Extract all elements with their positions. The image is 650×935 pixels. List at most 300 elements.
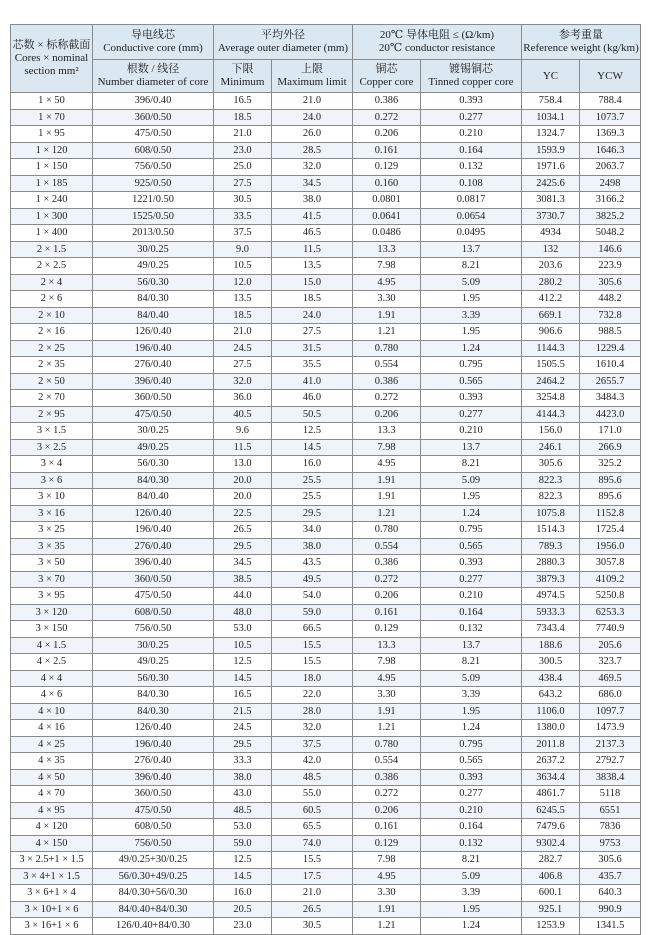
cell-weight-yc: 1593.9: [522, 142, 580, 159]
cell-copper-resistance: 0.0641: [353, 208, 421, 225]
cell-max-diameter: 15.5: [272, 654, 353, 671]
cell-cores-section: 3 × 35: [11, 538, 93, 555]
cell-weight-yc: 2637.2: [522, 753, 580, 770]
header-cores-section: [11, 25, 93, 93]
cell-tinned-resistance: 0.565: [421, 538, 522, 555]
cell-copper-resistance: 0.129: [353, 159, 421, 176]
cell-copper-resistance: 0.206: [353, 802, 421, 819]
cell-weight-ycw: 640.3: [580, 885, 641, 902]
cell-max-diameter: 16.0: [272, 456, 353, 473]
table-row: [11, 852, 641, 869]
cell-cores-section: 3 × 16: [11, 505, 93, 522]
cell-tinned-resistance: 0.0817: [421, 192, 522, 209]
cell-cores-section: 4 × 120: [11, 819, 93, 836]
cell-weight-yc: 600.1: [522, 885, 580, 902]
cell-weight-ycw: 469.5: [580, 670, 641, 687]
cell-copper-resistance: 7.98: [353, 852, 421, 869]
cell-weight-ycw: 3825.2: [580, 208, 641, 225]
cell-max-diameter: 32.0: [272, 159, 353, 176]
cell-core-count-diameter: 30/0.25: [93, 241, 214, 258]
cell-weight-yc: 1106.0: [522, 703, 580, 720]
cell-tinned-resistance: 8.21: [421, 852, 522, 869]
header-weight-cn: 参考重量: [559, 29, 603, 41]
cell-max-diameter: 26.5: [272, 901, 353, 918]
cell-tinned-resistance: 0.393: [421, 93, 522, 110]
cell-weight-yc: 822.3: [522, 489, 580, 506]
cell-core-count-diameter: 475/0.50: [93, 802, 214, 819]
cell-copper-resistance: 13.3: [353, 637, 421, 654]
cell-weight-ycw: 2498: [580, 175, 641, 192]
cell-min-diameter: 24.5: [214, 720, 272, 737]
cell-cores-section: 4 × 50: [11, 769, 93, 786]
cell-min-diameter: 10.5: [214, 258, 272, 275]
cell-min-diameter: 53.0: [214, 621, 272, 638]
cell-max-diameter: 24.0: [272, 109, 353, 126]
cell-tinned-resistance: 8.21: [421, 654, 522, 671]
cell-tinned-resistance: 13.7: [421, 439, 522, 456]
cell-copper-resistance: 13.3: [353, 423, 421, 440]
table-row: [11, 192, 641, 209]
cell-core-count-diameter: 608/0.50: [93, 604, 214, 621]
cell-weight-ycw: 3166.2: [580, 192, 641, 209]
table-row: [11, 918, 641, 935]
cell-weight-ycw: 6551: [580, 802, 641, 819]
cell-min-diameter: 18.5: [214, 109, 272, 126]
cell-tinned-resistance: 5.09: [421, 868, 522, 885]
cell-cores-section: 4 × 10: [11, 703, 93, 720]
cell-weight-yc: 6245.5: [522, 802, 580, 819]
cell-tinned-resistance: 0.277: [421, 406, 522, 423]
cell-weight-yc: 132: [522, 241, 580, 258]
cell-cores-section: 4 × 95: [11, 802, 93, 819]
cell-copper-resistance: 0.272: [353, 786, 421, 803]
cell-core-count-diameter: 56/0.30: [93, 456, 214, 473]
cell-core-count-diameter: 56/0.30: [93, 670, 214, 687]
cell-weight-ycw: 305.6: [580, 274, 641, 291]
cell-min-diameter: 21.0: [214, 126, 272, 143]
cell-max-diameter: 21.0: [272, 93, 353, 110]
cell-weight-yc: 3730.7: [522, 208, 580, 225]
cell-weight-ycw: 323.7: [580, 654, 641, 671]
table-row: [11, 555, 641, 572]
cell-min-diameter: 24.5: [214, 340, 272, 357]
cell-cores-section: 3 × 4: [11, 456, 93, 473]
cell-core-count-diameter: 126/0.40: [93, 324, 214, 341]
table-row: [11, 819, 641, 836]
cell-weight-yc: 3634.4: [522, 769, 580, 786]
table-row: [11, 802, 641, 819]
cell-copper-resistance: 1.21: [353, 720, 421, 737]
cell-max-diameter: 11.5: [272, 241, 353, 258]
table-row: [11, 769, 641, 786]
cell-max-diameter: 15.5: [272, 637, 353, 654]
table-row: [11, 720, 641, 737]
cell-max-diameter: 55.0: [272, 786, 353, 803]
cell-copper-resistance: 0.161: [353, 604, 421, 621]
cell-copper-resistance: 0.272: [353, 390, 421, 407]
cell-min-diameter: 23.0: [214, 918, 272, 935]
cell-copper-resistance: 0.554: [353, 538, 421, 555]
cell-tinned-resistance: 0.132: [421, 159, 522, 176]
table-row: [11, 340, 641, 357]
cell-copper-resistance: 0.272: [353, 109, 421, 126]
cell-cores-section: 3 × 6+1 × 4: [11, 885, 93, 902]
cell-weight-ycw: 2063.7: [580, 159, 641, 176]
header-conductive-core-en: Conductive core (mm): [103, 42, 203, 54]
table-row: [11, 835, 641, 852]
cell-core-count-diameter: 756/0.50: [93, 835, 214, 852]
cell-cores-section: 2 × 95: [11, 406, 93, 423]
cell-max-diameter: 21.0: [272, 885, 353, 902]
cell-tinned-resistance: 8.21: [421, 258, 522, 275]
cell-min-diameter: 9.0: [214, 241, 272, 258]
cell-cores-section: 2 × 1.5: [11, 241, 93, 258]
cell-core-count-diameter: 360/0.50: [93, 571, 214, 588]
table-body: [11, 93, 641, 935]
cell-copper-resistance: 0.386: [353, 769, 421, 786]
cell-weight-yc: 906.6: [522, 324, 580, 341]
cell-core-count-diameter: 608/0.50: [93, 819, 214, 836]
cell-copper-resistance: 0.554: [353, 357, 421, 374]
cell-tinned-resistance: 1.95: [421, 703, 522, 720]
cell-copper-resistance: 0.386: [353, 555, 421, 572]
cell-cores-section: 2 × 25: [11, 340, 93, 357]
cell-cores-section: 4 × 4: [11, 670, 93, 687]
cell-min-diameter: 33.5: [214, 208, 272, 225]
cell-weight-ycw: 7740.9: [580, 621, 641, 638]
cell-min-diameter: 29.5: [214, 538, 272, 555]
cell-core-count-diameter: 1221/0.50: [93, 192, 214, 209]
cell-cores-section: 2 × 10: [11, 307, 93, 324]
cell-tinned-resistance: 0.393: [421, 769, 522, 786]
cell-core-count-diameter: 1525/0.50: [93, 208, 214, 225]
cell-core-count-diameter: 276/0.40: [93, 538, 214, 555]
cell-tinned-resistance: 5.09: [421, 472, 522, 489]
cell-weight-yc: 1075.8: [522, 505, 580, 522]
cell-cores-section: 4 × 150: [11, 835, 93, 852]
cell-cores-section: 4 × 16: [11, 720, 93, 737]
cell-core-count-diameter: 49/0.25: [93, 654, 214, 671]
table-row: [11, 357, 641, 374]
cell-copper-resistance: 4.95: [353, 456, 421, 473]
cell-min-diameter: 12.5: [214, 852, 272, 869]
table-row: [11, 225, 641, 242]
cell-weight-yc: 406.8: [522, 868, 580, 885]
cell-copper-resistance: 0.129: [353, 835, 421, 852]
cell-weight-yc: 4861.7: [522, 786, 580, 803]
cell-weight-ycw: 223.9: [580, 258, 641, 275]
header-resistance: [353, 25, 522, 60]
cell-cores-section: 4 × 25: [11, 736, 93, 753]
cell-max-diameter: 48.5: [272, 769, 353, 786]
cell-weight-ycw: 988.5: [580, 324, 641, 341]
cell-weight-yc: 5933.3: [522, 604, 580, 621]
cell-min-diameter: 14.5: [214, 868, 272, 885]
cell-weight-yc: 925.1: [522, 901, 580, 918]
cell-weight-ycw: 1229.4: [580, 340, 641, 357]
cell-core-count-diameter: 49/0.25+30/0.25: [93, 852, 214, 869]
cell-max-diameter: 34.0: [272, 522, 353, 539]
cell-core-count-diameter: 276/0.40: [93, 753, 214, 770]
cell-weight-ycw: 146.6: [580, 241, 641, 258]
cell-weight-ycw: 1725.4: [580, 522, 641, 539]
cell-copper-resistance: 4.95: [353, 274, 421, 291]
cell-weight-ycw: 1152.8: [580, 505, 641, 522]
table-row: [11, 604, 641, 621]
subheader-min: [214, 60, 272, 93]
header-outer-diameter-en: Average outer diameter (mm): [217, 42, 349, 54]
cell-min-diameter: 53.0: [214, 819, 272, 836]
cell-weight-yc: 4144.3: [522, 406, 580, 423]
cell-min-diameter: 20.0: [214, 489, 272, 506]
table-row: [11, 274, 641, 291]
cell-min-diameter: 9.6: [214, 423, 272, 440]
subheader-core-en: Number diameter of core: [97, 76, 209, 88]
cell-weight-ycw: 5048.2: [580, 225, 641, 242]
cell-min-diameter: 11.5: [214, 439, 272, 456]
cell-cores-section: 3 × 70: [11, 571, 93, 588]
cell-tinned-resistance: 13.7: [421, 241, 522, 258]
subheader-yc: YC: [522, 60, 580, 93]
cell-copper-resistance: 0.129: [353, 621, 421, 638]
cell-min-diameter: 29.5: [214, 736, 272, 753]
cell-max-diameter: 22.0: [272, 687, 353, 704]
cell-min-diameter: 43.0: [214, 786, 272, 803]
cell-min-diameter: 23.0: [214, 142, 272, 159]
cell-cores-section: 3 × 16+1 × 6: [11, 918, 93, 935]
cell-weight-ycw: 9753: [580, 835, 641, 852]
cell-copper-resistance: 1.91: [353, 901, 421, 918]
table-row: [11, 637, 641, 654]
cell-weight-yc: 7479.6: [522, 819, 580, 836]
cell-max-diameter: 35.5: [272, 357, 353, 374]
table-row: [11, 472, 641, 489]
header-cores-en2: section mm²: [24, 65, 79, 77]
cell-tinned-resistance: 8.21: [421, 456, 522, 473]
cell-max-diameter: 24.0: [272, 307, 353, 324]
cell-core-count-diameter: 84/0.40: [93, 489, 214, 506]
cell-weight-yc: 1144.3: [522, 340, 580, 357]
cell-max-diameter: 54.0: [272, 588, 353, 605]
cell-max-diameter: 38.0: [272, 192, 353, 209]
cell-max-diameter: 66.5: [272, 621, 353, 638]
subheader-tinned-en: Tinned copper core: [428, 76, 514, 88]
cell-min-diameter: 25.0: [214, 159, 272, 176]
cell-cores-section: 4 × 6: [11, 687, 93, 704]
cell-weight-ycw: 788.4: [580, 93, 641, 110]
cell-weight-ycw: 5118: [580, 786, 641, 803]
cell-min-diameter: 44.0: [214, 588, 272, 605]
cell-tinned-resistance: 5.09: [421, 274, 522, 291]
cell-min-diameter: 12.0: [214, 274, 272, 291]
cell-max-diameter: 18.0: [272, 670, 353, 687]
cell-weight-ycw: 990.9: [580, 901, 641, 918]
cell-max-diameter: 31.5: [272, 340, 353, 357]
cell-weight-yc: 4974.5: [522, 588, 580, 605]
cell-copper-resistance: 1.91: [353, 472, 421, 489]
cell-core-count-diameter: 2013/0.50: [93, 225, 214, 242]
cell-tinned-resistance: 1.24: [421, 918, 522, 935]
cell-max-diameter: 29.5: [272, 505, 353, 522]
cell-tinned-resistance: 0.210: [421, 126, 522, 143]
cell-weight-ycw: 7836: [580, 819, 641, 836]
cell-core-count-diameter: 49/0.25: [93, 439, 214, 456]
cell-max-diameter: 38.0: [272, 538, 353, 555]
cell-core-count-diameter: 756/0.50: [93, 159, 214, 176]
cell-core-count-diameter: 475/0.50: [93, 406, 214, 423]
cell-weight-yc: 1380.0: [522, 720, 580, 737]
table-header: [11, 25, 641, 93]
cell-copper-resistance: 0.206: [353, 588, 421, 605]
cell-min-diameter: 32.0: [214, 373, 272, 390]
cell-min-diameter: 27.5: [214, 175, 272, 192]
subheader-copper-en: Copper core: [359, 76, 414, 88]
cell-weight-ycw: 266.9: [580, 439, 641, 456]
cell-weight-yc: 280.2: [522, 274, 580, 291]
cell-min-diameter: 12.5: [214, 654, 272, 671]
table-row: [11, 373, 641, 390]
cell-cores-section: 3 × 150: [11, 621, 93, 638]
cell-tinned-resistance: 3.39: [421, 307, 522, 324]
cell-max-diameter: 34.5: [272, 175, 353, 192]
cell-core-count-diameter: 475/0.50: [93, 126, 214, 143]
cell-min-diameter: 59.0: [214, 835, 272, 852]
table-row: [11, 703, 641, 720]
cell-tinned-resistance: 0.210: [421, 802, 522, 819]
subheader-copper: [353, 60, 421, 93]
table-row: [11, 736, 641, 753]
cell-copper-resistance: 7.98: [353, 439, 421, 456]
table-row: [11, 208, 641, 225]
table-row: [11, 588, 641, 605]
cell-weight-ycw: 1610.4: [580, 357, 641, 374]
cell-core-count-diameter: 84/0.30+56/0.30: [93, 885, 214, 902]
cell-weight-ycw: 2137.3: [580, 736, 641, 753]
table-row: [11, 868, 641, 885]
cell-tinned-resistance: 0.277: [421, 786, 522, 803]
cell-max-diameter: 74.0: [272, 835, 353, 852]
cell-core-count-diameter: 56/0.30+49/0.25: [93, 868, 214, 885]
table-row: [11, 307, 641, 324]
cell-weight-ycw: 732.8: [580, 307, 641, 324]
subheader-tinned: [421, 60, 522, 93]
cell-weight-yc: 412.2: [522, 291, 580, 308]
cell-copper-resistance: 0.206: [353, 126, 421, 143]
cell-min-diameter: 48.0: [214, 604, 272, 621]
cell-tinned-resistance: 0.108: [421, 175, 522, 192]
cell-cores-section: 1 × 150: [11, 159, 93, 176]
cell-copper-resistance: 1.91: [353, 489, 421, 506]
cell-copper-resistance: 0.386: [353, 373, 421, 390]
cell-tinned-resistance: 1.95: [421, 324, 522, 341]
cell-tinned-resistance: 0.164: [421, 142, 522, 159]
cell-max-diameter: 12.5: [272, 423, 353, 440]
cell-tinned-resistance: 0.277: [421, 109, 522, 126]
table-row: [11, 159, 641, 176]
cell-weight-ycw: 1341.5: [580, 918, 641, 935]
cell-weight-ycw: 171.0: [580, 423, 641, 440]
cell-weight-yc: 4934: [522, 225, 580, 242]
table-row: [11, 538, 641, 555]
cell-tinned-resistance: 0.0495: [421, 225, 522, 242]
table-row: [11, 258, 641, 275]
subheader-copper-cn: 铜芯: [375, 63, 398, 75]
cell-min-diameter: 34.5: [214, 555, 272, 572]
cell-min-diameter: 27.5: [214, 357, 272, 374]
cell-tinned-resistance: 0.393: [421, 390, 522, 407]
cell-weight-ycw: 3838.4: [580, 769, 641, 786]
cell-copper-resistance: 0.161: [353, 142, 421, 159]
cell-weight-yc: 643.2: [522, 687, 580, 704]
cell-weight-yc: 3254.8: [522, 390, 580, 407]
cell-max-diameter: 50.5: [272, 406, 353, 423]
cell-max-diameter: 46.0: [272, 390, 353, 407]
table-row: [11, 241, 641, 258]
cable-spec-sheet: [10, 24, 640, 935]
cell-copper-resistance: 0.161: [353, 819, 421, 836]
cable-spec-table: [10, 24, 641, 935]
cell-weight-ycw: 325.2: [580, 456, 641, 473]
cell-weight-ycw: 1073.7: [580, 109, 641, 126]
table-row: [11, 109, 641, 126]
cell-min-diameter: 16.5: [214, 687, 272, 704]
table-row: [11, 885, 641, 902]
cell-weight-yc: 305.6: [522, 456, 580, 473]
subheader-core-cn: 根数 / 线径: [126, 63, 180, 75]
cell-cores-section: 3 × 4+1 × 1.5: [11, 868, 93, 885]
subheader-max: [272, 60, 353, 93]
cell-core-count-diameter: 396/0.40: [93, 373, 214, 390]
cell-cores-section: 2 × 16: [11, 324, 93, 341]
cell-tinned-resistance: 0.795: [421, 736, 522, 753]
table-row: [11, 423, 641, 440]
cell-min-diameter: 33.3: [214, 753, 272, 770]
cell-weight-yc: 438.4: [522, 670, 580, 687]
cell-weight-yc: 3879.3: [522, 571, 580, 588]
cell-core-count-diameter: 84/0.30: [93, 703, 214, 720]
cell-core-count-diameter: 30/0.25: [93, 637, 214, 654]
cell-copper-resistance: 0.780: [353, 736, 421, 753]
cell-core-count-diameter: 126/0.40+84/0.30: [93, 918, 214, 935]
cell-max-diameter: 17.5: [272, 868, 353, 885]
cell-tinned-resistance: 3.39: [421, 687, 522, 704]
cell-tinned-resistance: 0.795: [421, 522, 522, 539]
cell-max-diameter: 28.0: [272, 703, 353, 720]
cell-copper-resistance: 0.554: [353, 753, 421, 770]
cell-core-count-diameter: 475/0.50: [93, 588, 214, 605]
table-row: [11, 406, 641, 423]
cell-min-diameter: 26.5: [214, 522, 272, 539]
table-row: [11, 175, 641, 192]
cell-weight-yc: 203.6: [522, 258, 580, 275]
table-row: [11, 621, 641, 638]
cell-cores-section: 1 × 95: [11, 126, 93, 143]
cell-weight-ycw: 448.2: [580, 291, 641, 308]
cell-max-diameter: 41.0: [272, 373, 353, 390]
cell-copper-resistance: 0.386: [353, 93, 421, 110]
cell-tinned-resistance: 0.393: [421, 555, 522, 572]
header-cores-en1: Cores × nominal: [14, 52, 89, 64]
cell-weight-yc: 758.4: [522, 93, 580, 110]
cell-tinned-resistance: 0.164: [421, 604, 522, 621]
cell-cores-section: 3 × 2.5+1 × 1.5: [11, 852, 93, 869]
cell-copper-resistance: 0.0486: [353, 225, 421, 242]
cell-weight-ycw: 435.7: [580, 868, 641, 885]
cell-copper-resistance: 4.95: [353, 670, 421, 687]
cell-core-count-diameter: 84/0.30: [93, 687, 214, 704]
cell-copper-resistance: 7.98: [353, 654, 421, 671]
cell-max-diameter: 18.5: [272, 291, 353, 308]
